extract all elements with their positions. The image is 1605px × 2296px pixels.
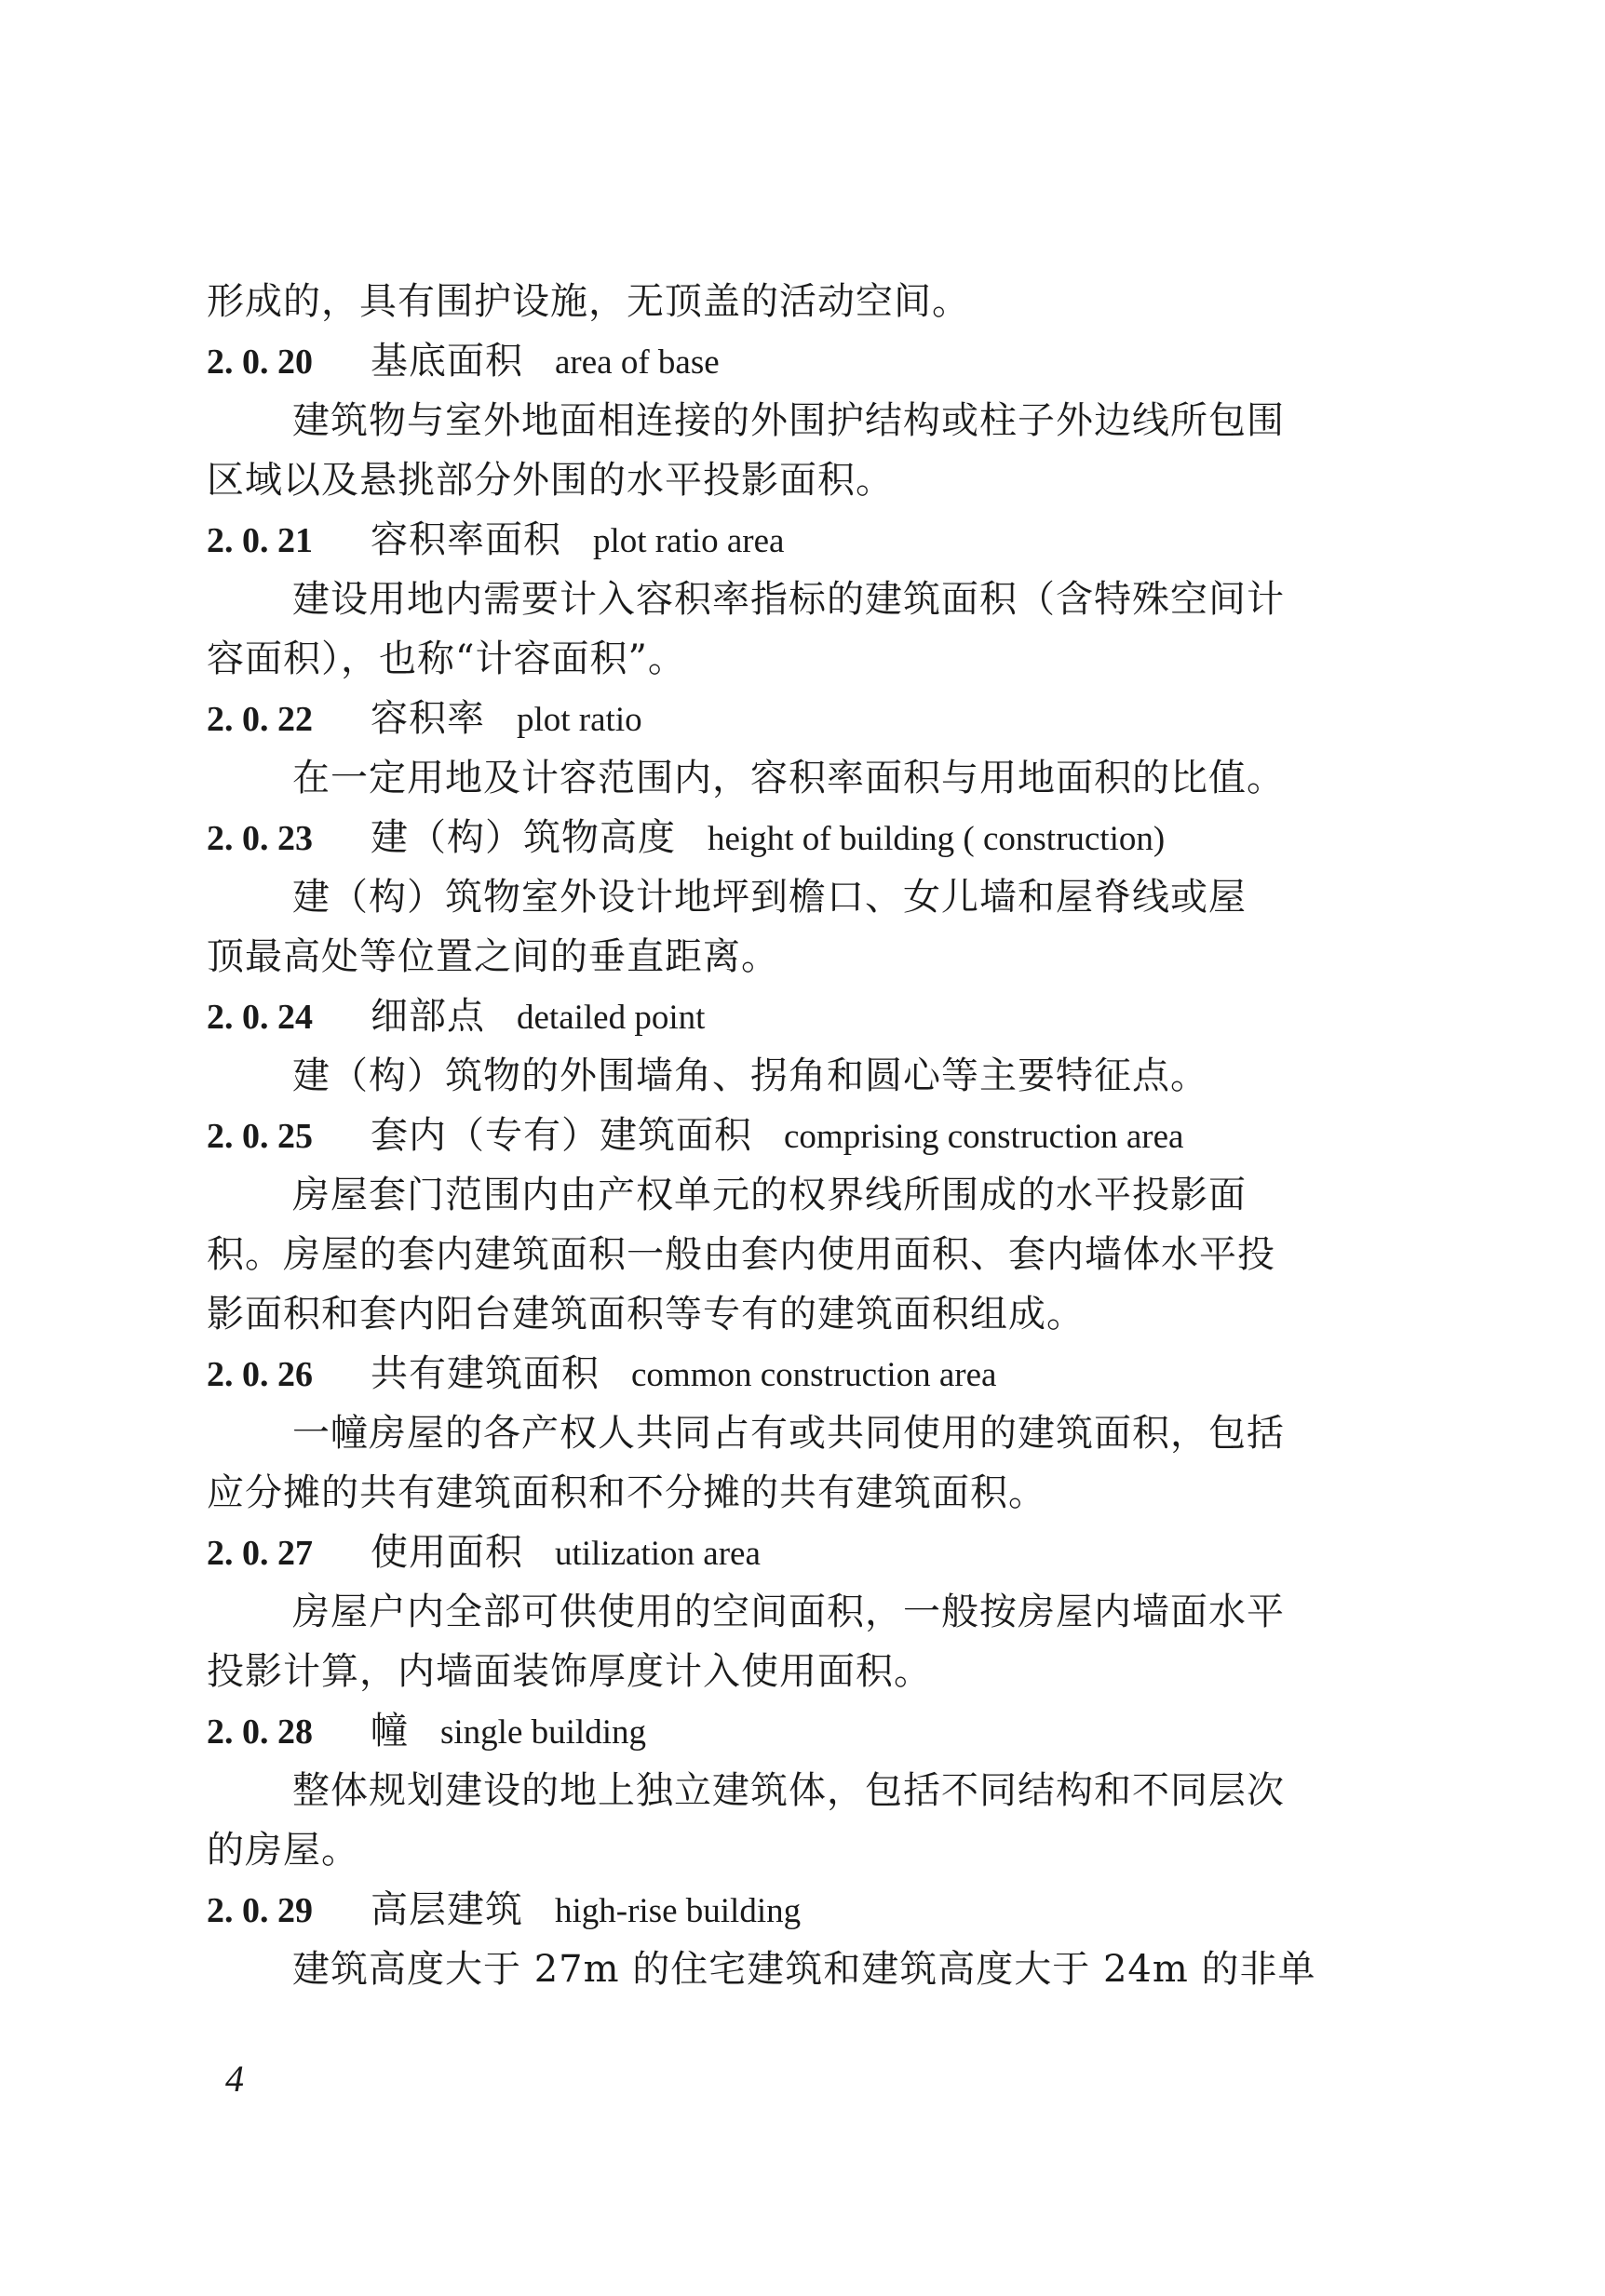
page-number: 4 [225, 2058, 244, 2100]
body-text-line: 容面积），也称“计容面积”。 [207, 638, 686, 680]
term-heading [207, 1701, 1352, 1761]
body-text-line: 积。房屋的套内建筑面积一般由套内使用面积、套内墙体水平投 [207, 1233, 1275, 1276]
body-text-line: 一幢房屋的各产权人共同占有或共同使用的建筑面积，包括 [292, 1412, 1285, 1455]
term-number: 2. 0. 29 [207, 1891, 313, 1930]
term-heading [207, 1344, 1352, 1403]
body-text-line: 的房屋。 [207, 1829, 359, 1872]
body-text-line: 房屋套门范围内由产权单元的权界线所围成的水平投影面 [292, 1174, 1247, 1216]
body-text-line: 建设用地内需要计入容积率指标的建筑面积（含特殊空间计 [292, 578, 1285, 621]
term-chinese: 建（构）筑物高度 [371, 816, 676, 859]
body-text-line: 建筑高度大于 27m 的住宅建筑和建筑高度大于 24m 的非单 [292, 1948, 1316, 1991]
term-heading [207, 987, 1352, 1046]
term-chinese: 基底面积 [371, 340, 523, 383]
term-chinese: 细部点 [371, 995, 485, 1038]
body-text-line: 形成的，具有围护设施，无顶盖的活动空间。 [207, 280, 970, 323]
body-text-line: 建（构）筑物室外设计地坪到檐口、女儿墙和屋脊线或屋 [292, 876, 1247, 919]
term-heading [207, 1106, 1352, 1165]
body-text-line: 建（构）筑物的外围墙角、拐角和圆心等主要特征点。 [292, 1054, 1208, 1097]
term-english: plot ratio [517, 701, 642, 739]
term-english: height of building ( construction) [708, 820, 1166, 858]
term-chinese: 高层建筑 [371, 1888, 523, 1931]
term-chinese: 容积率 [371, 697, 485, 740]
term-heading [207, 689, 1352, 748]
body-text-line: 顶最高处等位置之间的垂直距离。 [207, 935, 779, 978]
term-english: area of base [555, 343, 720, 382]
term-number: 2. 0. 22 [207, 700, 313, 739]
body-text-line: 在一定用地及计容范围内，容积率面积与用地面积的比值。 [292, 757, 1285, 799]
term-english: high-rise building [555, 1892, 802, 1930]
term-english: comprising construction area [784, 1118, 1184, 1156]
term-number: 2. 0. 27 [207, 1534, 313, 1573]
body-text-line: 应分摊的共有建筑面积和不分摊的共有建筑面积。 [207, 1471, 1046, 1514]
term-chinese: 幢 [371, 1710, 409, 1752]
term-number: 2. 0. 26 [207, 1355, 313, 1394]
term-chinese: 容积率面积 [371, 518, 561, 561]
body-text-line: 影面积和套内阳台建筑面积等专有的建筑面积组成。 [207, 1293, 1085, 1336]
term-number: 2. 0. 20 [207, 342, 313, 382]
term-number: 2. 0. 25 [207, 1117, 313, 1156]
term-heading [207, 331, 1352, 391]
term-heading [207, 1523, 1352, 1582]
term-number: 2. 0. 23 [207, 819, 313, 858]
term-heading [207, 1880, 1352, 1940]
term-chinese: 套内（专有）建筑面积 [371, 1114, 752, 1157]
term-number: 2. 0. 28 [207, 1712, 313, 1752]
body-text-line: 区域以及悬挑部分外围的水平投影面积。 [207, 459, 894, 502]
term-english: single building [440, 1713, 646, 1752]
term-chinese: 使用面积 [371, 1531, 523, 1574]
term-english: detailed point [517, 999, 706, 1037]
term-english: utilization area [555, 1535, 761, 1573]
term-english: plot ratio area [593, 522, 785, 560]
body-text-line: 整体规划建设的地上独立建筑体，包括不同结构和不同层次 [292, 1769, 1285, 1812]
body-text-line: 投影计算，内墙面装饰厚度计入使用面积。 [207, 1650, 932, 1693]
body-text-line: 房屋户内全部可供使用的空间面积，一般按房屋内墙面水平 [292, 1591, 1285, 1633]
term-number: 2. 0. 21 [207, 521, 313, 560]
body-text-line: 建筑物与室外地面相连接的外围护结构或柱子外边线所包围 [292, 399, 1285, 442]
term-heading [207, 510, 1352, 570]
term-number: 2. 0. 24 [207, 998, 313, 1037]
page-body [207, 272, 1352, 1999]
term-chinese: 共有建筑面积 [371, 1352, 600, 1395]
term-heading [207, 808, 1352, 867]
term-english: common construction area [631, 1356, 997, 1394]
